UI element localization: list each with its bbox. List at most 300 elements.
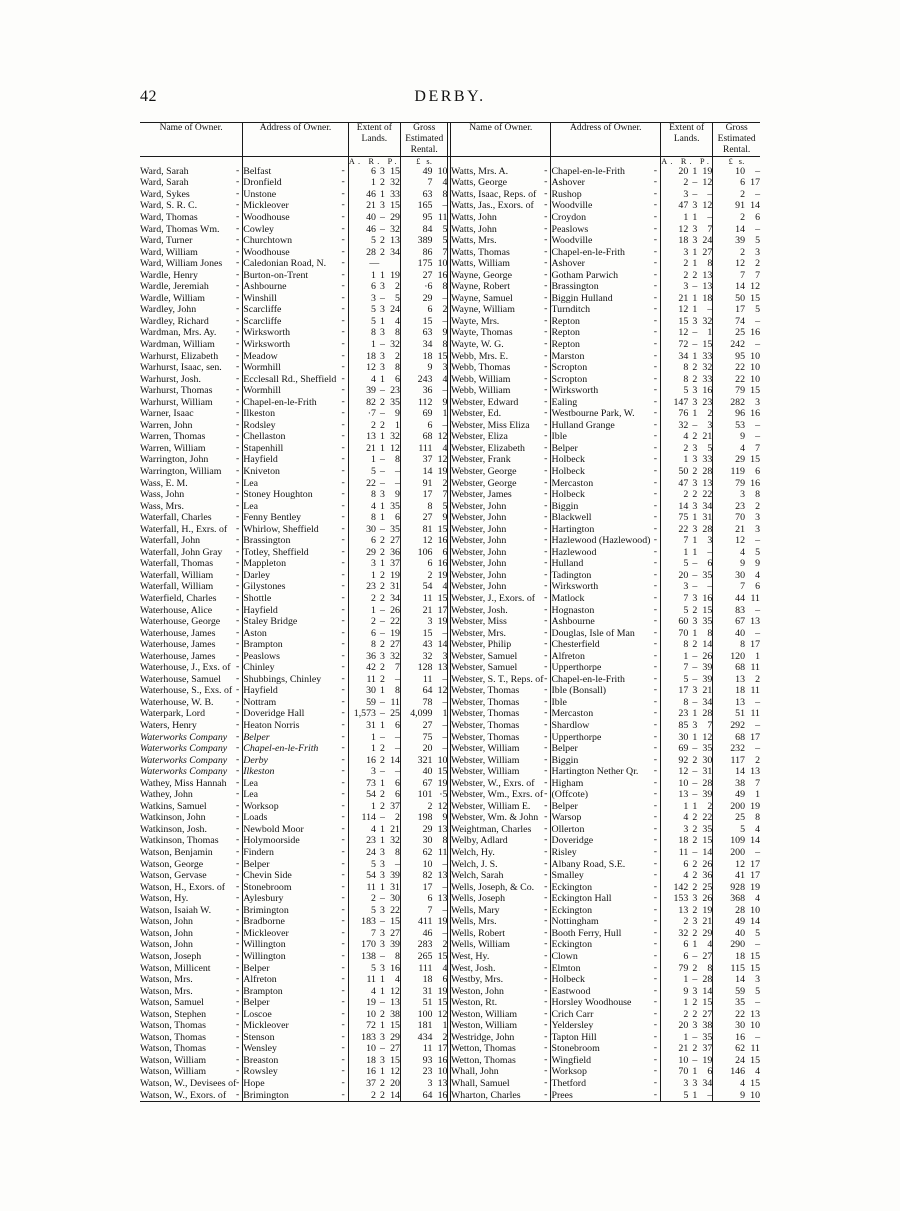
owner-name-text: Waterworks Company xyxy=(140,754,228,766)
owner-name-text: Wayte, Mrs. xyxy=(450,315,500,327)
owner-name xyxy=(450,755,550,767)
owner-address xyxy=(551,420,661,432)
leader-dash: - xyxy=(341,926,345,938)
owner-address-text: Brassington xyxy=(243,535,291,547)
table-row xyxy=(140,524,760,536)
owner-name xyxy=(450,351,550,363)
owner-address xyxy=(551,1078,661,1090)
owner-name-text: Waterworks Company xyxy=(140,766,228,778)
extent-of-lands: 7 – 39 xyxy=(661,662,713,674)
leader-dash: - xyxy=(653,534,658,546)
owner-address xyxy=(243,986,349,998)
leader-dash: - xyxy=(544,476,548,488)
gross-estimated-rental: 368 4 xyxy=(713,893,760,905)
owner-name-text: Webster, John xyxy=(450,569,507,581)
owner-address xyxy=(551,997,661,1009)
extent-of-lands: 3 – – xyxy=(348,766,400,778)
extent-of-lands: 8 3 9 xyxy=(348,489,400,501)
owner-name-text: Watson, Thomas xyxy=(140,1043,206,1055)
owner-name-text: Ward, Sarah xyxy=(140,165,189,177)
owner-name-text: Watts, George xyxy=(450,177,508,189)
owner-name xyxy=(140,893,243,905)
owner-name-text: Watts, Thomas xyxy=(450,246,510,258)
owner-name-text: Watson, Thomas xyxy=(140,1020,206,1032)
owner-address xyxy=(243,593,349,605)
owner-name-text: Webster, Thomas xyxy=(450,696,520,708)
gross-estimated-rental: 78 – xyxy=(400,697,447,709)
gross-estimated-rental: 115 15 xyxy=(713,963,760,975)
extent-of-lands: 8 1 6 xyxy=(348,512,400,524)
leader-dash: - xyxy=(341,499,345,511)
leader-dash: - xyxy=(653,846,658,858)
owner-address-text: Repton xyxy=(551,338,580,350)
owner-name-text: Wells, Mrs. xyxy=(450,916,497,928)
owner-name-text: Warrington, William xyxy=(140,465,222,477)
leader-dash: - xyxy=(341,695,345,707)
owner-address xyxy=(243,824,349,836)
table-row xyxy=(140,685,760,697)
owner-address xyxy=(243,755,349,767)
leader-dash: - xyxy=(544,1076,548,1088)
owner-name-text: Watson, Joseph xyxy=(140,950,202,962)
gross-estimated-rental: 30 8 xyxy=(400,835,447,847)
gross-estimated-rental: 83 – xyxy=(713,605,760,617)
owner-address-text: Stonebroom xyxy=(551,1043,600,1055)
gross-estimated-rental: 2 19 xyxy=(400,570,447,582)
owner-address xyxy=(243,1055,349,1067)
owner-address-text: Belper xyxy=(243,731,270,743)
owner-name-text: Waters, Henry xyxy=(140,720,197,732)
extent-of-lands: 1 2 – xyxy=(348,743,400,755)
owner-name-text: Webster, Josh. xyxy=(450,604,508,616)
leader-dash: - xyxy=(544,753,548,765)
owner-name-text: Waterhouse, Alice xyxy=(140,604,213,616)
owner-name-text: Watkinson, Thomas xyxy=(140,835,219,847)
owner-name-text: Ward, Thomas xyxy=(140,211,198,223)
owner-name xyxy=(450,1032,550,1044)
owner-name xyxy=(450,639,550,651)
owner-name-text: Welch, Hy. xyxy=(450,847,495,859)
leader-dash: - xyxy=(544,268,548,280)
owner-address-text: Holymoorside xyxy=(243,835,300,847)
extent-of-lands: 6 3 2 xyxy=(348,281,400,293)
extent-of-lands: 5 3 22 xyxy=(348,905,400,917)
gross-estimated-rental: ·6 8 xyxy=(400,281,447,293)
owner-name xyxy=(450,316,550,328)
owner-name xyxy=(450,882,550,894)
owner-name xyxy=(140,327,243,339)
owner-name xyxy=(140,466,243,478)
leader-dash: - xyxy=(544,765,548,777)
owner-name-text: Waterpark, Lord xyxy=(140,708,206,720)
owner-name-text: Wass, John xyxy=(140,489,185,501)
owner-name-text: Watson, W., Exors. of xyxy=(140,1089,227,1101)
leader-dash: - xyxy=(544,638,548,650)
extent-of-lands: 50 2 28 xyxy=(661,466,713,478)
table-row xyxy=(140,408,760,420)
owner-name-text: Waterhouse, James xyxy=(140,650,216,662)
owner-address xyxy=(243,905,349,917)
extent-of-lands: 7 1 3 xyxy=(661,535,713,547)
leader-dash: - xyxy=(544,1053,548,1065)
gross-estimated-rental: 62 11 xyxy=(400,847,447,859)
extent-of-lands: 14 3 34 xyxy=(661,501,713,513)
owner-name-text: Ward, Turner xyxy=(140,235,193,247)
table-row xyxy=(140,986,760,998)
owner-name xyxy=(140,859,243,871)
gross-estimated-rental: 68 17 xyxy=(713,732,760,744)
leader-dash: - xyxy=(653,638,658,650)
owner-name-text: Webster, John xyxy=(450,523,507,535)
owner-name xyxy=(450,778,550,790)
gross-estimated-rental: 67 13 xyxy=(713,616,760,628)
owner-name xyxy=(450,212,550,224)
leader-dash: - xyxy=(235,1076,240,1088)
owner-address-text: Warsop xyxy=(551,812,582,824)
owner-name-text: Wardle, Jeremiah xyxy=(140,281,209,293)
gross-estimated-rental: 32 3 xyxy=(400,651,447,663)
gross-estimated-rental: 79 16 xyxy=(713,478,760,490)
header-extent-right: Extent of Lands. xyxy=(661,123,713,157)
leader-dash: - xyxy=(653,476,658,488)
owner-name xyxy=(450,535,550,547)
leader-dash: - xyxy=(653,326,658,338)
extent-of-lands: 20 1 19 xyxy=(661,166,713,178)
leader-dash: - xyxy=(653,1053,658,1065)
owner-address xyxy=(551,558,661,570)
leader-dash: - xyxy=(341,464,345,476)
owner-name xyxy=(140,397,243,409)
owner-name xyxy=(140,443,243,455)
owner-address-text: Darley xyxy=(243,569,271,581)
owner-address-text: Hayfield xyxy=(243,604,278,616)
owner-address xyxy=(243,963,349,975)
extent-of-lands: 2 2 34 xyxy=(348,593,400,605)
table-header-row xyxy=(140,123,760,157)
leader-dash: - xyxy=(341,949,345,961)
owner-name xyxy=(450,593,550,605)
owner-name-text: Westby, Mrs. xyxy=(450,974,504,986)
leader-dash: - xyxy=(235,649,240,661)
owner-address-text: Ashover xyxy=(551,177,585,189)
leader-dash: - xyxy=(653,857,658,869)
leader-dash: - xyxy=(235,280,240,292)
leader-dash: - xyxy=(653,314,658,326)
owner-name-text: Whall, Samuel xyxy=(450,1077,510,1089)
owner-name-text: Wetton, Thomas xyxy=(450,1043,516,1055)
owner-address-text: Loscoe xyxy=(243,1008,272,1020)
owner-name-text: Ward, William xyxy=(140,246,198,258)
extent-of-lands: 1 1 – xyxy=(661,547,713,559)
leader-dash: - xyxy=(653,996,658,1008)
owner-address-text: Dronfield xyxy=(243,177,282,189)
extent-of-lands: 18 3 2 xyxy=(348,351,400,363)
owner-address-text: Mickleover xyxy=(243,927,289,939)
owner-address xyxy=(551,963,661,975)
extent-of-lands: 54 2 6 xyxy=(348,789,400,801)
owner-address-text: Belper xyxy=(243,858,270,870)
owner-address xyxy=(243,478,349,490)
leader-dash: - xyxy=(544,245,548,257)
owner-name xyxy=(450,258,550,270)
gross-estimated-rental: 68 12 xyxy=(400,431,447,443)
leader-dash: - xyxy=(653,349,658,361)
leader-dash: - xyxy=(544,511,548,523)
owner-name xyxy=(140,1032,243,1044)
extent-of-lands: 32 2 29 xyxy=(661,928,713,940)
table-row xyxy=(140,824,760,836)
owner-name-text: Webster, William xyxy=(450,766,520,778)
owner-address-text: Hartington Nether Qr. xyxy=(551,766,639,778)
owner-name-text: Webster, Thomas xyxy=(450,708,520,720)
table-row xyxy=(140,1043,760,1055)
owner-address xyxy=(243,870,349,882)
owner-address xyxy=(551,501,661,513)
owner-name-text: Weston, Rt. xyxy=(450,997,498,1009)
owner-name xyxy=(450,1055,550,1067)
owner-name-text: Watts, John xyxy=(450,211,497,223)
owner-address-text: Chellaston xyxy=(243,431,286,443)
extent-of-lands: 3 – – xyxy=(661,581,713,593)
gross-estimated-rental: 7 7 xyxy=(713,270,760,282)
gross-estimated-rental: 5 4 xyxy=(713,824,760,836)
owner-address xyxy=(551,882,661,894)
leader-dash: - xyxy=(341,638,345,650)
leader-dash: - xyxy=(544,488,548,500)
owner-address-text: Shardlow xyxy=(551,720,590,732)
owner-name xyxy=(450,662,550,674)
leader-dash: - xyxy=(544,592,548,603)
owner-address-text: Risley xyxy=(551,847,577,859)
leader-dash: - xyxy=(544,418,548,430)
leader-dash: - xyxy=(341,707,345,719)
table-row xyxy=(140,558,760,570)
owner-name xyxy=(140,270,243,282)
table-row xyxy=(140,501,760,513)
owner-name-text: West, Hy. xyxy=(450,950,490,962)
gross-estimated-rental: 22 10 xyxy=(713,374,760,386)
owner-name-text: Welch, J. S. xyxy=(450,858,498,870)
owner-address-text: Douglas, Isle of Man xyxy=(551,627,635,639)
leader-dash: - xyxy=(653,1065,658,1077)
owner-name xyxy=(140,581,243,593)
extent-of-lands: 22 3 28 xyxy=(661,524,713,536)
leader-dash: - xyxy=(653,1030,658,1042)
extent-of-lands: 4 1 21 xyxy=(348,824,400,836)
extent-of-lands: 36 3 32 xyxy=(348,651,400,663)
leader-dash: - xyxy=(653,280,658,292)
owner-address xyxy=(551,743,661,755)
owner-name xyxy=(450,431,550,443)
gross-estimated-rental: 9 9 xyxy=(713,558,760,570)
gross-estimated-rental: 84 5 xyxy=(400,224,447,236)
gross-estimated-rental: 111 4 xyxy=(400,963,447,975)
leader-dash: - xyxy=(653,511,658,523)
units-extent: A. R. P. xyxy=(348,156,400,166)
extent-of-lands: 2 2 1 xyxy=(348,420,400,432)
leader-dash: - xyxy=(235,996,240,1008)
leader-dash: - xyxy=(544,314,548,326)
leader-dash: - xyxy=(341,753,345,765)
owner-address xyxy=(243,859,349,871)
gross-estimated-rental: 198 9 xyxy=(400,812,447,824)
owner-address xyxy=(551,1043,661,1055)
owner-name-text: Welch, Sarah xyxy=(450,870,504,882)
owner-address xyxy=(551,674,661,686)
owner-address xyxy=(243,547,349,559)
owner-address-text: Ashover xyxy=(551,258,585,270)
leader-dash: - xyxy=(341,892,345,904)
gross-estimated-rental: 64 16 xyxy=(400,1090,447,1102)
owner-name xyxy=(140,247,243,259)
owner-name-text: Webster, Elizabeth xyxy=(450,442,525,454)
leader-dash: - xyxy=(235,1088,240,1100)
owner-name-text: Wardley, John xyxy=(140,304,197,316)
owner-address-text: Shubbings, Chinley xyxy=(243,673,322,685)
owner-name-text: Warhurst, Elizabeth xyxy=(140,350,219,362)
leader-dash: - xyxy=(341,730,345,742)
owner-address-text: Marston xyxy=(551,350,585,362)
owner-name xyxy=(450,720,550,732)
owner-address-text: Turnditch xyxy=(551,304,591,316)
owner-name xyxy=(140,258,243,270)
leader-dash: - xyxy=(235,349,240,361)
owner-name xyxy=(450,870,550,882)
owner-name xyxy=(140,882,243,894)
extent-of-lands: 28 2 34 xyxy=(348,247,400,259)
owner-name xyxy=(450,385,550,397)
leader-dash: - xyxy=(544,672,548,684)
gross-estimated-rental: 200 – xyxy=(713,847,760,859)
owner-address-text: Ible (Bonsall) xyxy=(551,685,607,697)
leader-dash: - xyxy=(235,176,240,188)
leader-dash: - xyxy=(544,799,548,811)
extent-of-lands: 153 3 26 xyxy=(661,893,713,905)
extent-of-lands: 20 3 38 xyxy=(661,1020,713,1032)
extent-of-lands: 23 2 31 xyxy=(348,581,400,593)
leader-dash: - xyxy=(544,834,548,846)
extent-of-lands: 20 – 35 xyxy=(661,570,713,582)
leader-dash: - xyxy=(341,210,345,222)
owner-address-text: Ilkeston xyxy=(243,408,276,420)
table-row xyxy=(140,1009,760,1021)
extent-of-lands: 12 – 31 xyxy=(661,766,713,778)
owner-address-text: Eastwood xyxy=(551,985,591,997)
leader-dash: - xyxy=(544,384,548,396)
gross-estimated-rental: 232 – xyxy=(713,743,760,755)
gross-estimated-rental: 165 – xyxy=(400,200,447,212)
table-row xyxy=(140,905,760,917)
owner-name-text: Warhurst, Josh. xyxy=(140,373,201,385)
gross-estimated-rental: 7 – xyxy=(400,905,447,917)
gross-estimated-rental: 4 15 xyxy=(713,1078,760,1090)
owner-name-text: Wayte, Thomas xyxy=(450,327,513,339)
owner-address xyxy=(243,1020,349,1032)
leader-dash: - xyxy=(341,1088,345,1100)
leader-dash: - xyxy=(341,938,345,950)
extent-of-lands: 46 1 33 xyxy=(348,189,400,201)
owner-address xyxy=(243,281,349,293)
owner-address-text: Repton xyxy=(551,327,580,339)
running-title: DERBY. xyxy=(414,88,486,105)
gross-estimated-rental: 37 12 xyxy=(400,454,447,466)
owner-address xyxy=(551,212,661,224)
owner-name-text: Watts, Mrs. xyxy=(450,235,497,247)
table-row xyxy=(140,281,760,293)
extent-of-lands: 11 1 4 xyxy=(348,974,400,986)
leader-dash: - xyxy=(653,1088,658,1100)
owner-address xyxy=(551,478,661,490)
owner-address xyxy=(243,928,349,940)
owner-address xyxy=(551,316,661,328)
gross-estimated-rental: 21 3 xyxy=(713,524,760,536)
table-row xyxy=(140,327,760,339)
owner-address xyxy=(551,304,661,316)
owner-name xyxy=(450,928,550,940)
gross-estimated-rental: 21 17 xyxy=(400,605,447,617)
extent-of-lands: 138 – 8 xyxy=(348,951,400,963)
gross-estimated-rental: 23 2 xyxy=(713,501,760,513)
gross-estimated-rental: 411 19 xyxy=(400,916,447,928)
owner-address xyxy=(243,639,349,651)
owner-name-text: West, Josh. xyxy=(450,962,496,974)
owner-address xyxy=(551,189,661,201)
leader-dash: - xyxy=(235,245,240,257)
owner-address xyxy=(243,293,349,305)
extent-of-lands: 29 2 36 xyxy=(348,547,400,559)
gross-estimated-rental: 44 11 xyxy=(713,593,760,605)
owner-address xyxy=(551,616,661,628)
extent-of-lands: 92 2 30 xyxy=(661,755,713,767)
owner-name-text: Watson, H., Exors. of xyxy=(140,881,226,893)
owner-address xyxy=(551,177,661,189)
owner-name xyxy=(450,304,550,316)
owner-address-text: Scarcliffe xyxy=(243,315,282,327)
gross-estimated-rental: 29 13 xyxy=(400,824,447,836)
table-row xyxy=(140,547,760,559)
owner-address xyxy=(551,281,661,293)
owner-address xyxy=(243,951,349,963)
table-row xyxy=(140,385,760,397)
owner-name-text: Watson, John xyxy=(140,927,193,939)
owner-address-text: Gotham Parwich xyxy=(551,269,619,281)
leader-dash: - xyxy=(544,534,548,546)
owner-name xyxy=(450,1078,550,1090)
leader-dash: - xyxy=(235,314,240,326)
leader-dash: - xyxy=(235,926,240,938)
gross-estimated-rental: 6 17 xyxy=(713,177,760,189)
owner-address-text: Chesterfield xyxy=(551,639,600,651)
owner-address xyxy=(551,443,661,455)
owner-address-text: Holbeck xyxy=(551,489,585,501)
owner-address-text: Peaslows xyxy=(243,650,280,662)
owner-address xyxy=(243,916,349,928)
owner-address-text: Hartington xyxy=(551,523,595,535)
owner-address xyxy=(243,974,349,986)
leader-dash: - xyxy=(544,1088,548,1100)
extent-of-lands: 6 – 27 xyxy=(661,951,713,963)
leader-dash: - xyxy=(235,476,240,488)
owner-name xyxy=(140,870,243,882)
owner-address xyxy=(551,1066,661,1078)
leader-dash: - xyxy=(653,464,658,476)
owner-address xyxy=(243,166,349,178)
leader-dash: - xyxy=(341,1030,345,1042)
leader-dash: - xyxy=(235,326,240,338)
extent-of-lands: 3 1 37 xyxy=(348,558,400,570)
table-row xyxy=(140,789,760,801)
owner-name-text: Webb, William xyxy=(450,385,511,397)
